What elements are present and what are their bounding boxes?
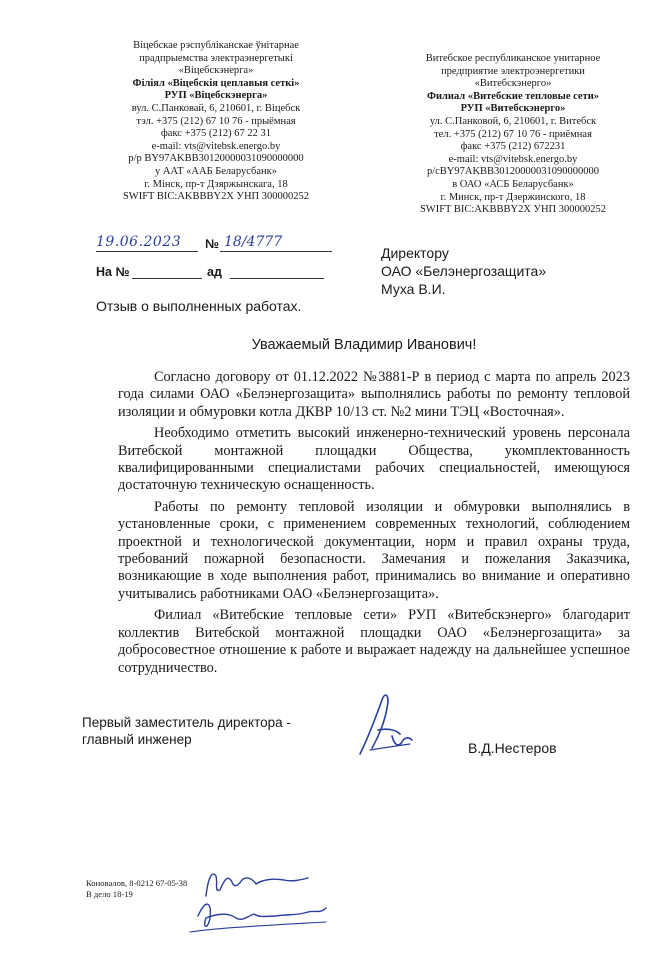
body-paragraph: Согласно договору от 01.12.2022 №3881-Р в период с марта по апрель 2023 года силами ОАО «Белэнергозащита» выполнялись работы по ремонту тепловой изоляции и обмуровки котла ДКВР 10/13 ст. №2 мини ТЭЦ «Восточная». — [118, 369, 630, 420]
ref-date-line — [230, 278, 324, 279]
right-header — [393, 53, 633, 217]
right-header-line: ул. С.Панковой, 6, 210601, г. Витебск — [429, 115, 597, 127]
recipient-block — [381, 244, 546, 298]
left-header-line: Віцебскае рэспубліканскае ўнітарнае — [133, 40, 299, 51]
handwritten-signature — [352, 690, 422, 762]
salutation: Уважаемый Владимир Иванович! — [251, 337, 477, 353]
left-header-line: РУП «Віцебскэнерга» — [164, 90, 268, 102]
right-header-line: РУП «Витебскэнерго» — [460, 103, 566, 115]
signatory-position-line1: Первый заместитель директора - — [82, 715, 291, 730]
left-header-line: вул. С.Панковай, 6, 210601, г. Віцебск — [131, 102, 301, 114]
handwritten-date: 19.06.2023 — [96, 234, 182, 250]
left-header-line: прадпрыемства электраэнергетыкі — [139, 52, 293, 64]
ref-from-label: ад — [207, 265, 222, 279]
body-paragraph: Работы по ремонту тепловой изоляции и обмуровки выполнялись в установленные сроки, с применением современных технологий, соблюдением проектной и технологической документации, норм и правил охраны труда, требований пожарной безопасности. Замечания и пожелания Заказчика, возникающие в ходе выполнения работ, принимались во внимание и оперативно учитывались работниками ОАО «Белэнергозащита». — [118, 498, 630, 602]
left-header-line: тэл. +375 (212) 67 10 76 - прыёмная — [136, 115, 296, 127]
right-header-line: Филиал «Витебские тепловые сети» — [426, 90, 600, 102]
left-header-line: e-mail: vts@vitebsk.energo.by — [151, 140, 281, 152]
left-header-line: Філіял «Віцебскія цеплавыя сеткі» — [132, 77, 300, 89]
ref-number-label: На № — [96, 265, 130, 279]
right-header-line: р/сBY97AKBB30120000031090000000 — [426, 166, 600, 178]
number-underline — [220, 251, 332, 252]
right-header-line: SWIFT BIC:AKBBBY2X УНП 300000252 — [419, 204, 607, 216]
right-header-line: в ОАО «АСБ Беларусбанк» — [452, 178, 574, 190]
ref-number-line — [132, 278, 202, 279]
right-header-line: тел. +375 (212) 67 10 76 - приёмная — [434, 128, 592, 140]
left-header — [96, 40, 336, 204]
right-header-line: «Витебскэнерго» — [474, 78, 552, 90]
recipient-organization: ОАО «Белэнергозащита» — [381, 263, 547, 279]
left-header-line: у ААТ «ААБ Беларусбанк» — [155, 165, 277, 177]
footer-notes — [86, 878, 187, 900]
handwritten-filing-signature — [176, 856, 336, 946]
right-header-line: предприятие электроэнергетики — [441, 65, 585, 77]
left-header-line: р/р BY97AKBB30120000031090000000 — [128, 153, 304, 165]
body-paragraph: Филиал «Витебские тепловые сети» РУП «Витебскэнерго» благодарит коллектив Витебской монтажной площадки ОАО «Белэнергозащита» за добросовестное отношение к работе и выражает надежду на дальнейшее успешное сотрудничество. — [118, 607, 630, 676]
date-underline — [96, 251, 198, 252]
number-sign: № — [205, 237, 219, 251]
left-header-line: г. Мінск, пр-т Дзяржынскага, 18 — [144, 178, 288, 190]
left-header-line: факс +375 (212) 67 22 31 — [160, 128, 271, 140]
filing-note: В дело 18-19 — [86, 888, 133, 899]
right-header-line: г. Минск, пр-т Дзержинского, 18 — [440, 191, 586, 203]
signatory-position-line2: главный инженер — [82, 732, 192, 747]
signatory-name: В.Д.Нестеров — [468, 740, 557, 756]
right-header-line: e-mail: vts@vitebsk.energo.by — [448, 153, 578, 165]
right-header-line: факс +375 (212) 672231 — [460, 141, 566, 153]
registration-block — [96, 234, 336, 286]
letter-body — [118, 369, 630, 681]
recipient-name: Муха В.И. — [381, 281, 446, 297]
left-header-line: SWIFT BIC:AKBBBY2X УНП 300000252 — [122, 191, 310, 203]
executor-info: Коновалов, 8-0212 67-05-38 — [86, 878, 188, 888]
recipient-position: Директору — [381, 245, 449, 261]
body-paragraph: Необходимо отметить высокий инженерно-технический уровень персонала Витебской монтажной площадки Общества, укомплектованность квалифицированными специалистами рабочих специальностей, имеющуюся достаточную техническую оснащенность. — [118, 425, 630, 494]
left-header-line: «Віцебскэнерга» — [178, 65, 254, 77]
subject-line: Отзыв о выполненных работах. — [96, 298, 302, 314]
handwritten-number: 18/4777 — [224, 234, 283, 250]
right-header-line: Витебское республиканское унитарное — [425, 53, 601, 64]
signatory-position — [82, 714, 291, 748]
